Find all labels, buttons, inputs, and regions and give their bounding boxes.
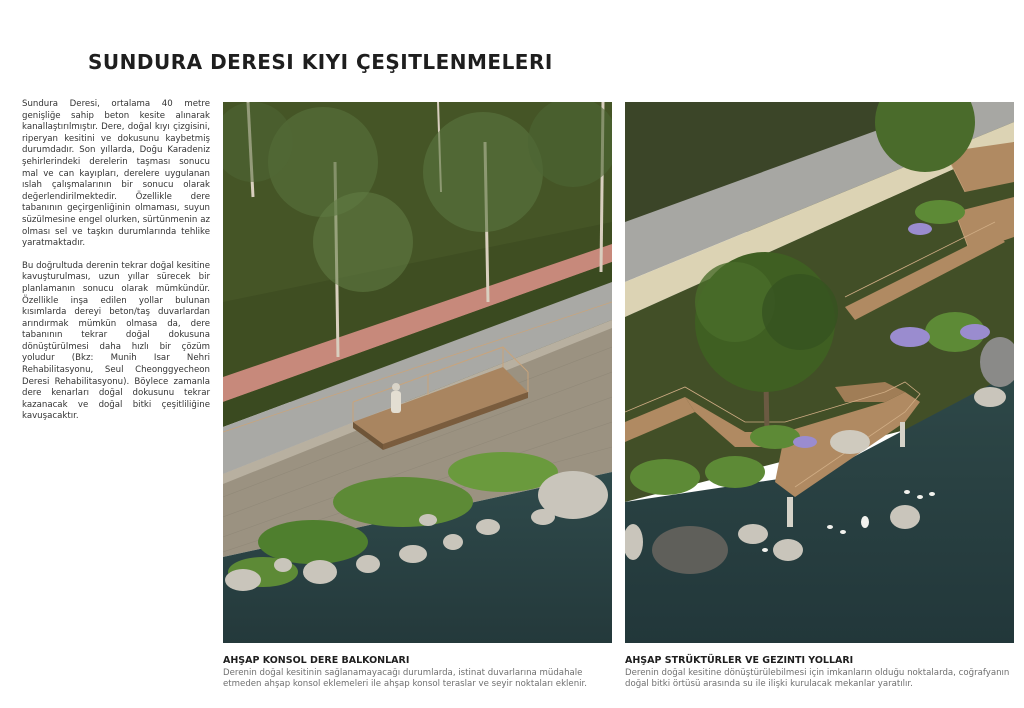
- intro-text: [22, 99, 210, 434]
- wooden-walkway-render: [625, 102, 1014, 643]
- caption-right-text: Derenin doğal kesitine dönüştürülebilmesi için imkanların olduğu noktalarda, coğrafyanın doğal bitki örtüsü arasında su ile ilişki kurulacak mekanlar yaratılır.: [625, 668, 1010, 690]
- cantilever-balcony-render: [223, 102, 612, 643]
- caption-left: [223, 655, 613, 691]
- caption-left-heading: AHŞAP KONSOL DERE BALKONLARI: [223, 655, 410, 666]
- page-title: SUNDURA DERESI KIYI ÇEŞITLENMELERI: [88, 50, 553, 74]
- person-figure: [391, 383, 401, 413]
- caption-right-heading: AHŞAP STRÜKTÜRLER VE GEZINTI YOLLARI: [625, 655, 854, 666]
- intro-paragraph-1: Sundura Deresi, ortalama 40 metre genişliğe sahip beton kesite alınarak kanallaştırılmıştır. Dere, doğal kıyı çizgisini, riperyan kesitini ve dokusunu kaybetmiş durumdadır. Son yıllarda, Doğu Karadeniz şehirlerindeki derelerin taşması sonucu mal ve can kayıpları, derelere uygulanan ıslah çalışmalarının bir sonucu olarak değerlendirilmektedir. Özellikle dere tabanının geçirgenliğinin olmaması, suyun süzülmesine engel olurken, sürtünmenin az olması sel ve taşkın durumlarında tehlike yaratmaktadır.: [22, 99, 210, 249]
- caption-left-text: Derenin doğal kesitinin sağlanamayacağı durumlarda, istinat duvarlarına müdahale etmeden ahşap konsol eklemeleri ile ahşap konsol teraslar ve seyir noktaları eklenir.: [223, 668, 588, 690]
- cantilever-balcony-illustration: [223, 102, 612, 643]
- caption-right: [625, 655, 1015, 691]
- wooden-walkway-illustration: [625, 102, 1014, 643]
- intro-paragraph-2: Bu doğrultuda derenin tekrar doğal kesitine kavuşturulması, uzun yıllar sürecek bir planlamanın sonucu olarak mümkündür. Özellikle inşa edilen yollar bulunan kısımlarda dereyi beton/taş duvarlardan arındırmak mümkün olmasa da, dere tabanının tekrar doğal dokusuna dönüştürülmesi daha hızlı bir çözüm yoludur (Bkz: Munih Isar Nehri Rehabilitasyonu, Seul Cheonggyecheon Deresi Rehabilitasyonu). Böylece zamanla dere kenarları doğal dokusunu tekrar kazanacak ve doğal bitki çeşitliliğine kavuşacaktır.: [22, 260, 210, 422]
